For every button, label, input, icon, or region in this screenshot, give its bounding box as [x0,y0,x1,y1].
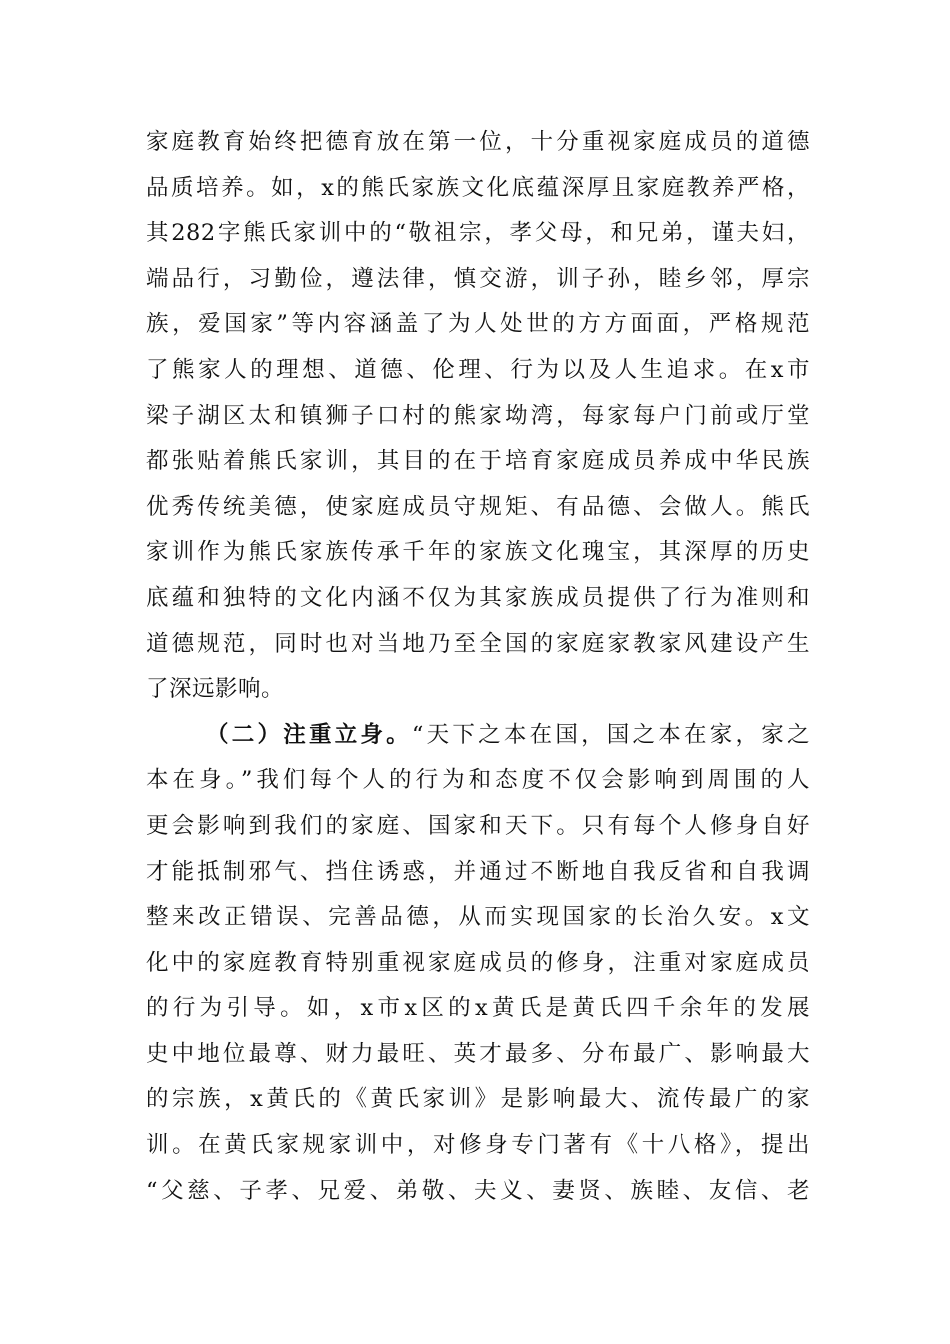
paragraph-line: 的宗族，x黄氏的《黄氏家训》是影响最大、流传最广的家 [146,1086,810,1113]
paragraph-line: 史中地位最尊、财力最旺、英才最多、分布最广、影响最大 [146,1040,810,1067]
paragraph-line: 训。在黄氏家规家训中，对修身专门著有《十八格》，提出 [146,1132,810,1159]
paragraph-line: 梁子湖区太和镇狮子口村的熊家坳湾，每家每户门前或厅堂 [146,402,810,429]
paragraph-line: 家训作为熊氏家族传承千年的家族文化瑰宝，其深厚的历史 [146,539,810,566]
paragraph-line: 才能抵制邪气、挡住诱惑，并通过不断地自我反省和自我调 [146,858,810,885]
paragraph-line: “父慈、子孝、兄爱、弟敬、夫义、妻贤、族睦、友信、老 [146,1177,810,1204]
paragraph-line: 道德规范，同时也对当地乃至全国的家庭家教家风建设产生 [146,630,810,657]
paragraph-line: 品质培养。如，x的熊氏家族文化底蕴深厚且家庭教养严格， [146,174,810,201]
paragraph-line: 更会影响到我们的家庭、国家和天下。只有每个人修身自好 [146,812,810,839]
section-first-line-text: “天下之本在国，国之本在家，家之 [411,721,810,748]
paragraph-line: 本在身。”我们每个人的行为和态度不仅会影响到周围的人 [146,767,810,794]
paragraph-line: 家庭教育始终把德育放在第一位，十分重视家庭成员的道德 [146,129,810,155]
paragraph-line: 都张贴着熊氏家训，其目的在于培育家庭成员养成中华民族 [146,448,810,475]
paragraph-line: 化中的家庭教育特别重视家庭成员的修身，注重对家庭成员 [146,949,810,976]
paragraph-line: 端品行，习勤俭，遵法律，慎交游，训子孙，睦乡邻，厚宗 [146,265,810,292]
paragraph-line: 底蕴和独特的文化内涵不仅为其家族成员提供了行为准则和 [146,584,810,611]
paragraph-line: 了熊家人的理想、道德、伦理、行为以及人生追求。在x市 [146,356,810,383]
paragraph-line: 整来改正错误、完善品德，从而实现国家的长治久安。x文 [146,904,810,931]
paragraph-line: 族，爱国家”等内容涵盖了为人处世的方方面面，严格规范 [146,311,810,338]
paragraph-line: 其282字熊氏家训中的“敬祖宗，孝父母，和兄弟，谨夫妇， [146,220,810,247]
section-heading: （二）注重立身。 [206,721,412,748]
paragraph-line: 优秀传统美德，使家庭成员守规矩、有品德、会做人。熊氏 [146,493,810,520]
paragraph-line: 了深远影响。 [146,676,285,703]
body-text [146,120,810,1214]
section-first-line [146,713,810,759]
paragraph-line: 的行为引导。如，x市x区的x黄氏是黄氏四千余年的发展 [146,995,810,1022]
